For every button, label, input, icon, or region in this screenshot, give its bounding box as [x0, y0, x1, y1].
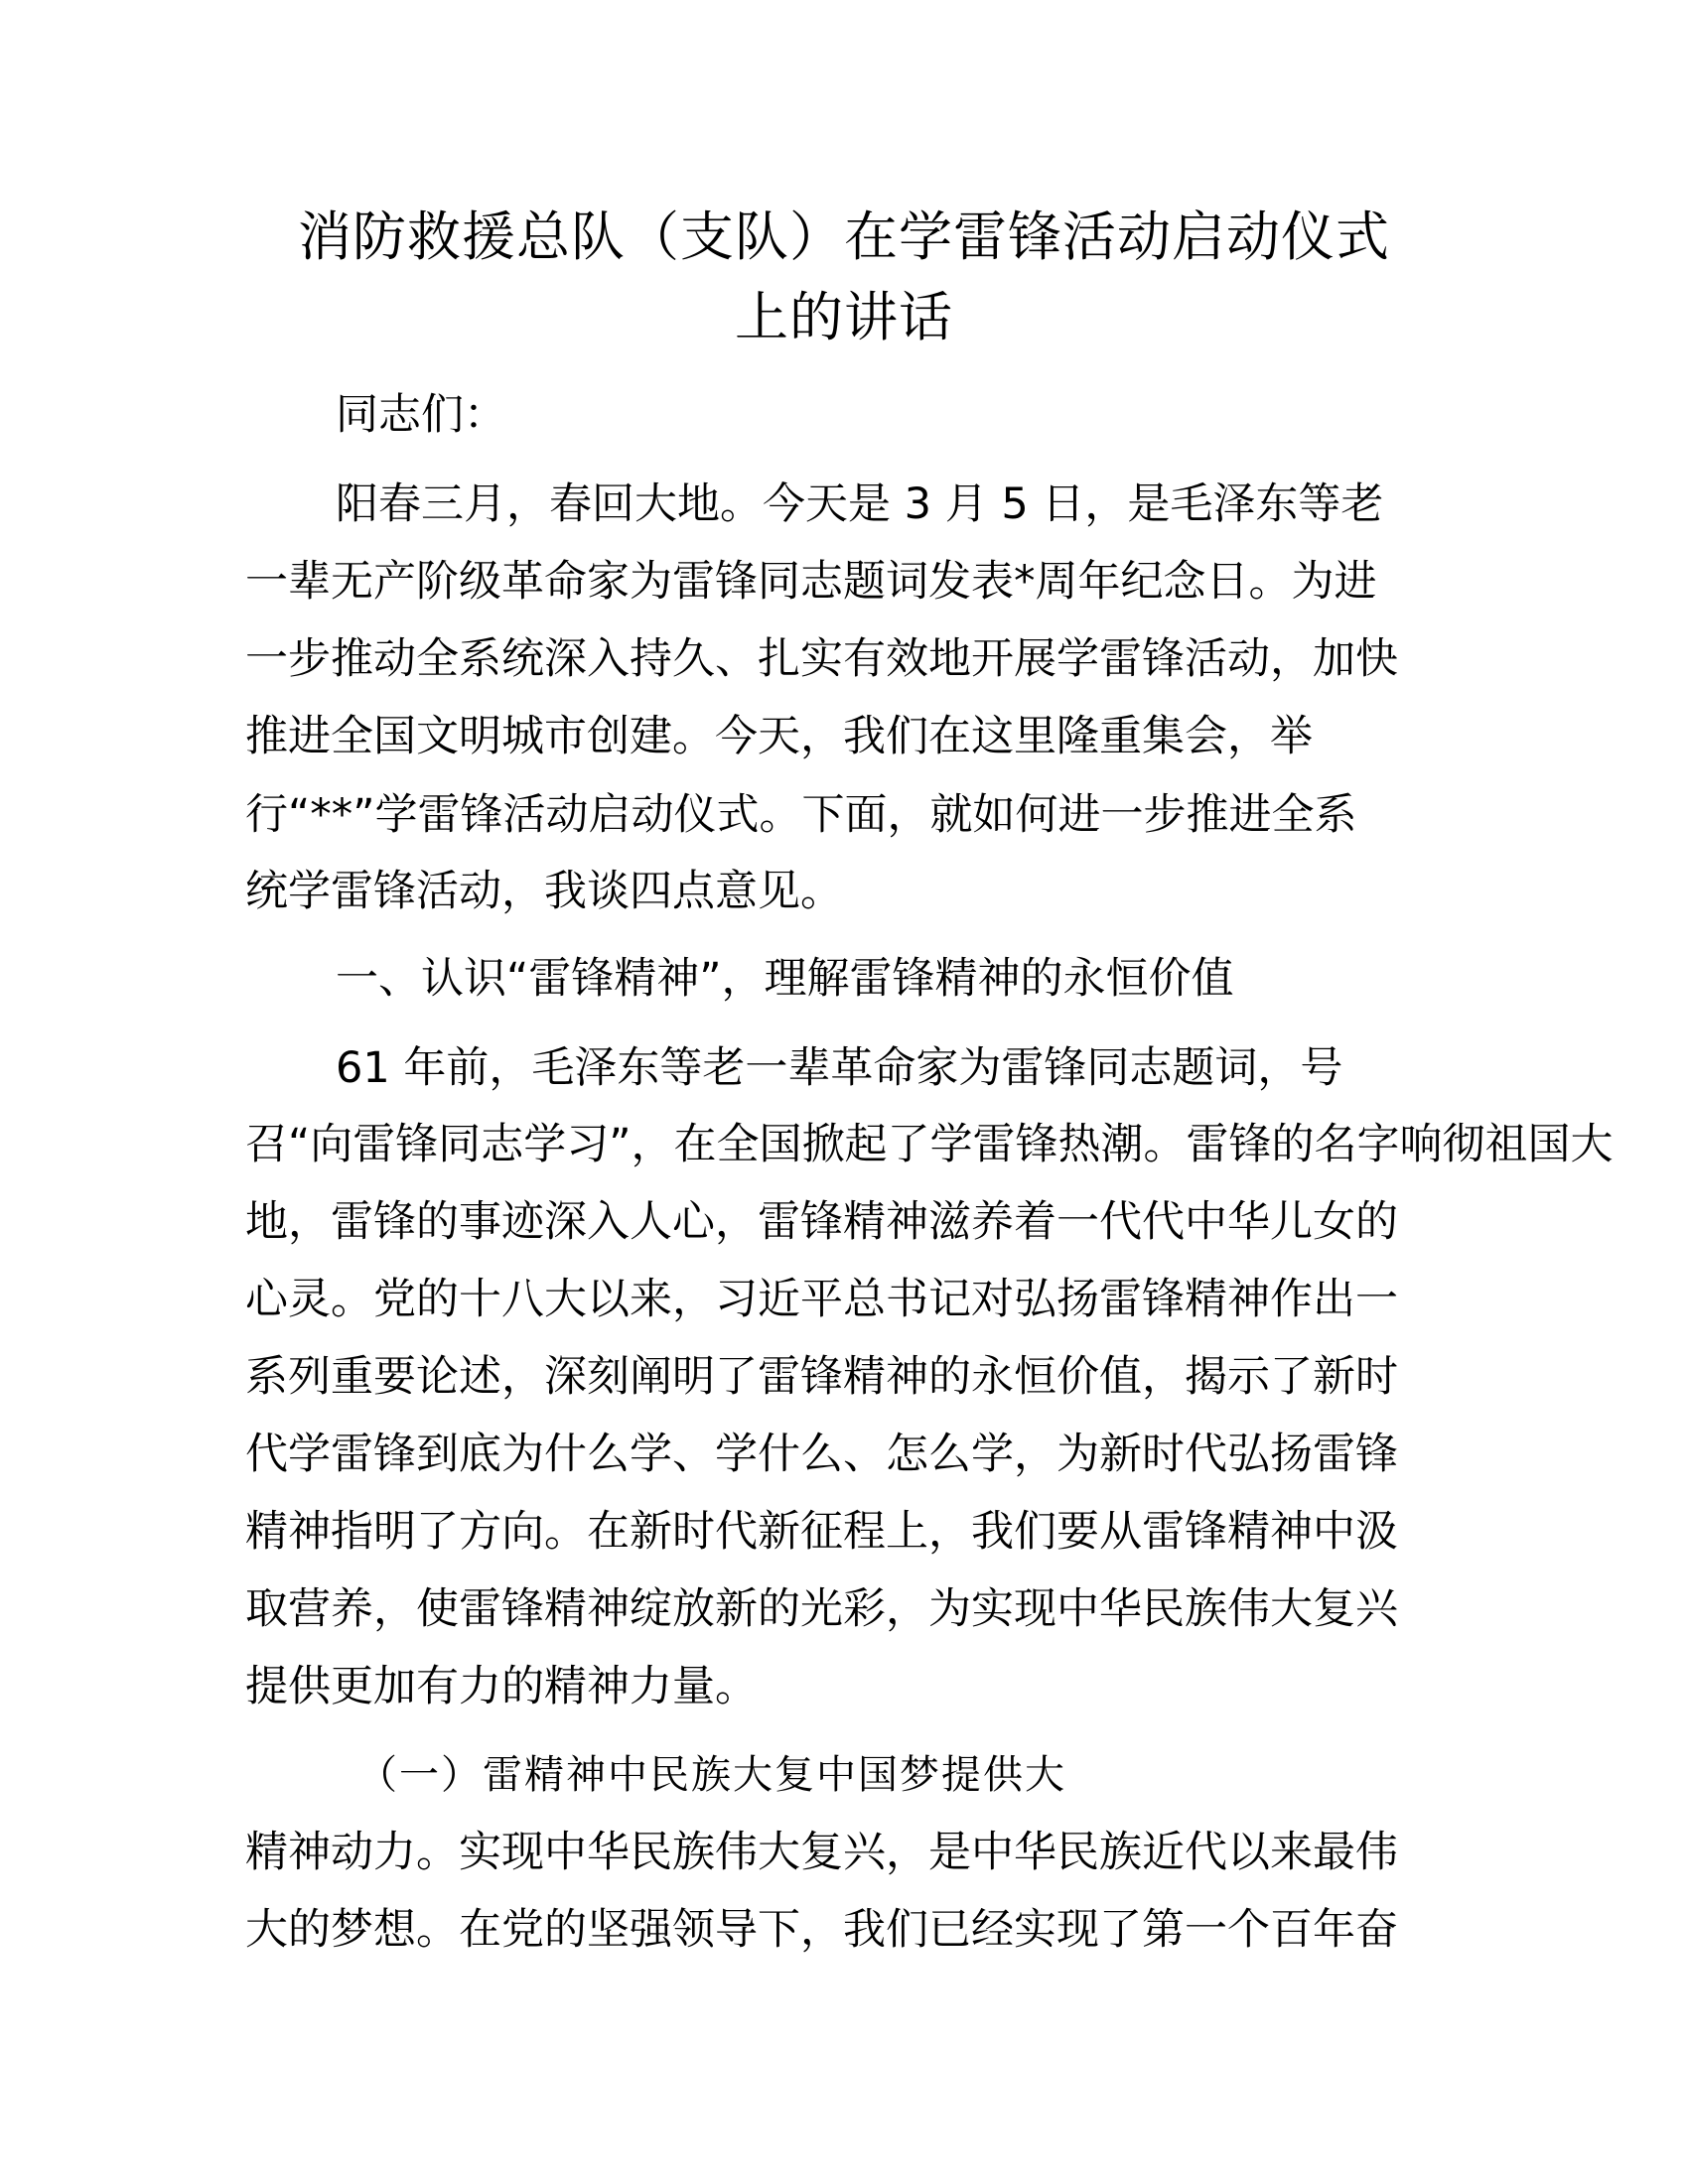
paragraph-line: 精神指明了方向。在新时代新征程上，我们要从雷锋精神中汲	[245, 1507, 1398, 1557]
paragraph-line: 一步推动全系统深入持久、扎实有效地开展学雷锋活动，加快	[245, 634, 1398, 684]
paragraph-line: 大的梦想。在党的坚强领导下，我们已经实现了第一个百年奋	[245, 1905, 1398, 1955]
document-title-line-2: 上的讲话	[735, 286, 953, 348]
section-heading: 一、认识“雷锋精神”，理解雷锋精神的永恒价值	[336, 954, 1234, 1004]
paragraph-line: 系列重要论述，深刻阐明了雷锋精神的永恒价值，揭示了新时	[245, 1352, 1398, 1402]
salutation: 同志们：	[336, 390, 506, 440]
paragraph-line: 61 年前，毛泽东等老一辈革命家为雷锋同志题词，号	[336, 1043, 1343, 1093]
paragraph-line: 代学雷锋到底为什么学、学什么、怎么学，为新时代弘扬雷锋	[245, 1430, 1398, 1479]
paragraph-line: 统学雷锋活动，我谈四点意见。	[245, 867, 843, 916]
paragraph-line: 取营养，使雷锋精神绽放新的光彩，为实现中华民族伟大复兴	[245, 1584, 1398, 1634]
document-title-line-1: 消防救援总队（支队）在学雷锋活动启动仪式	[298, 205, 1390, 268]
paragraph-line: 召“向雷锋同志学习”，在全国掀起了学雷锋热潮。雷锋的名字响彻祖国大	[245, 1120, 1614, 1169]
paragraph-line: 行“**”学雷锋活动启动仪式。下面，就如何进一步推进全系	[245, 790, 1357, 840]
paragraph-line: 提供更加有力的精神力量。	[245, 1662, 758, 1711]
paragraph-line: 阳春三月，春回大地。今天是 3 月 5 日，是毛泽东等老	[336, 479, 1384, 529]
paragraph-line: 精神动力。实现中华民族伟大复兴，是中华民族近代以来最伟	[245, 1828, 1398, 1877]
subsection-heading: （一）雷精神中民族大复中国梦提供大	[357, 1752, 1066, 1798]
paragraph-line: 推进全国文明城市创建。今天，我们在这里隆重集会，举	[245, 712, 1313, 761]
paragraph-line: 地，雷锋的事迹深入人心，雷锋精神滋养着一代代中华儿女的	[245, 1197, 1398, 1247]
paragraph-line: 一辈无产阶级革命家为雷锋同志题词发表*周年纪念日。为进	[245, 557, 1377, 607]
paragraph-line: 心灵。党的十八大以来，习近平总书记对弘扬雷锋精神作出一	[245, 1275, 1398, 1324]
